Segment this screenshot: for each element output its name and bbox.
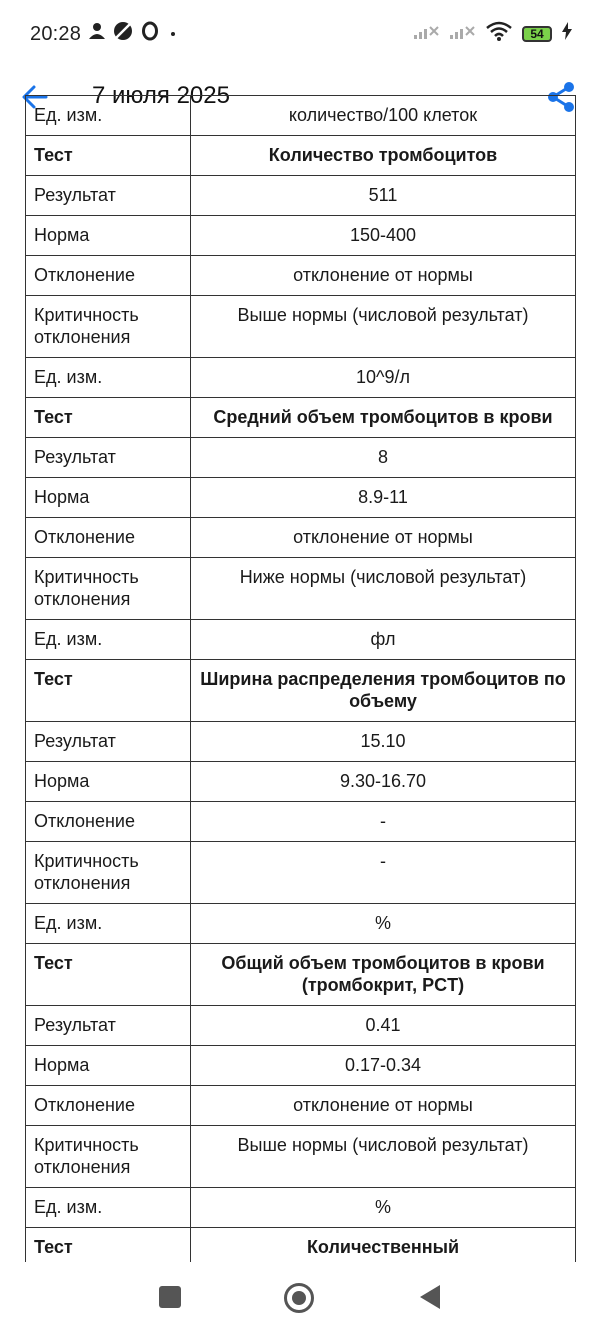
status-time: 20:28 xyxy=(30,22,82,45)
table-row xyxy=(26,1086,576,1126)
test-name: Количественный xyxy=(191,1228,576,1268)
row-label: Ед. изм. xyxy=(26,620,191,660)
dot-icon xyxy=(167,23,179,46)
blocked-circle-icon xyxy=(113,21,133,47)
test-name: Ширина распределения тромбоцитов по объему xyxy=(191,660,576,722)
table-row xyxy=(26,620,576,660)
table-row xyxy=(26,1188,576,1228)
table-row xyxy=(26,1126,576,1188)
table-row xyxy=(26,802,576,842)
test-header-row xyxy=(26,136,576,176)
row-value: 8.9-11 xyxy=(191,478,576,518)
triangle-back-icon xyxy=(419,1284,441,1310)
table-row xyxy=(26,358,576,398)
recents-button[interactable] xyxy=(159,1286,181,1308)
status-left xyxy=(30,21,179,47)
row-label: Критичность отклонения xyxy=(26,842,191,904)
row-label: Отклонение xyxy=(26,1086,191,1126)
status-right xyxy=(414,21,572,47)
home-button[interactable] xyxy=(284,1283,314,1313)
ring-icon xyxy=(141,21,159,47)
test-label: Тест xyxy=(26,398,191,438)
table-row xyxy=(26,96,576,136)
table-row xyxy=(26,518,576,558)
results-scroll-area[interactable] xyxy=(0,105,600,1262)
row-value: 8 xyxy=(191,438,576,478)
nav-back-button[interactable] xyxy=(419,1284,441,1315)
table-row xyxy=(26,216,576,256)
row-value: отклонение от нормы xyxy=(191,518,576,558)
table-row xyxy=(26,478,576,518)
row-label: Норма xyxy=(26,216,191,256)
person-icon xyxy=(89,22,105,46)
table-row xyxy=(26,762,576,802)
signal-icon-1 xyxy=(414,23,440,46)
row-label: Критичность отклонения xyxy=(26,296,191,358)
battery-icon: 54 xyxy=(522,26,552,42)
row-label: Ед. изм. xyxy=(26,904,191,944)
charging-bolt-icon xyxy=(562,22,572,46)
test-name: Количество тромбоцитов xyxy=(191,136,576,176)
row-value: Выше нормы (числовой результат) xyxy=(191,296,576,358)
results-table xyxy=(25,95,576,1268)
row-value: 150-400 xyxy=(191,216,576,256)
table-row xyxy=(26,558,576,620)
page-title: 7 июля 2025 xyxy=(92,82,230,109)
row-value: отклонение от нормы xyxy=(191,256,576,296)
row-value: Выше нормы (числовой результат) xyxy=(191,1126,576,1188)
signal-icon-2 xyxy=(450,23,476,46)
row-label: Результат xyxy=(26,722,191,762)
row-value: % xyxy=(191,904,576,944)
row-label: Ед. изм. xyxy=(26,96,191,136)
row-label: Норма xyxy=(26,478,191,518)
table-row xyxy=(26,438,576,478)
test-label: Тест xyxy=(26,1228,191,1268)
row-label: Ед. изм. xyxy=(26,358,191,398)
row-value: количество/100 клеток xyxy=(191,96,576,136)
system-nav-bar xyxy=(0,1262,600,1332)
status-bar xyxy=(0,0,600,68)
row-value: Ниже нормы (числовой результат) xyxy=(191,558,576,620)
row-label: Результат xyxy=(26,1006,191,1046)
row-label: Критичность отклонения xyxy=(26,558,191,620)
row-label: Результат xyxy=(26,176,191,216)
row-label: Результат xyxy=(26,438,191,478)
row-value: 9.30-16.70 xyxy=(191,762,576,802)
row-value: 0.41 xyxy=(191,1006,576,1046)
row-label: Отклонение xyxy=(26,256,191,296)
table-row xyxy=(26,176,576,216)
test-name: Средний объем тромбоцитов в крови xyxy=(191,398,576,438)
row-value: фл xyxy=(191,620,576,660)
test-header-row xyxy=(26,944,576,1006)
row-label: Отклонение xyxy=(26,518,191,558)
table-row xyxy=(26,722,576,762)
row-value: - xyxy=(191,842,576,904)
row-value: 15.10 xyxy=(191,722,576,762)
test-label: Тест xyxy=(26,944,191,1006)
test-header-row xyxy=(26,398,576,438)
row-value: отклонение от нормы xyxy=(191,1086,576,1126)
test-label: Тест xyxy=(26,660,191,722)
table-row xyxy=(26,256,576,296)
table-row xyxy=(26,1046,576,1086)
row-value: 511 xyxy=(191,176,576,216)
wifi-icon xyxy=(486,21,512,47)
row-value: % xyxy=(191,1188,576,1228)
table-row xyxy=(26,296,576,358)
row-label: Норма xyxy=(26,762,191,802)
table-row xyxy=(26,1006,576,1046)
test-name: Общий объем тромбоцитов в крови (тромбокрит, PCT) xyxy=(191,944,576,1006)
test-header-row xyxy=(26,660,576,722)
row-label: Ед. изм. xyxy=(26,1188,191,1228)
row-value: 0.17-0.34 xyxy=(191,1046,576,1086)
row-label: Отклонение xyxy=(26,802,191,842)
results-table-wrap xyxy=(25,95,576,1268)
row-label: Норма xyxy=(26,1046,191,1086)
table-row xyxy=(26,904,576,944)
row-label: Критичность отклонения xyxy=(26,1126,191,1188)
row-value: 10^9/л xyxy=(191,358,576,398)
table-row xyxy=(26,842,576,904)
test-label: Тест xyxy=(26,136,191,176)
row-value: - xyxy=(191,802,576,842)
